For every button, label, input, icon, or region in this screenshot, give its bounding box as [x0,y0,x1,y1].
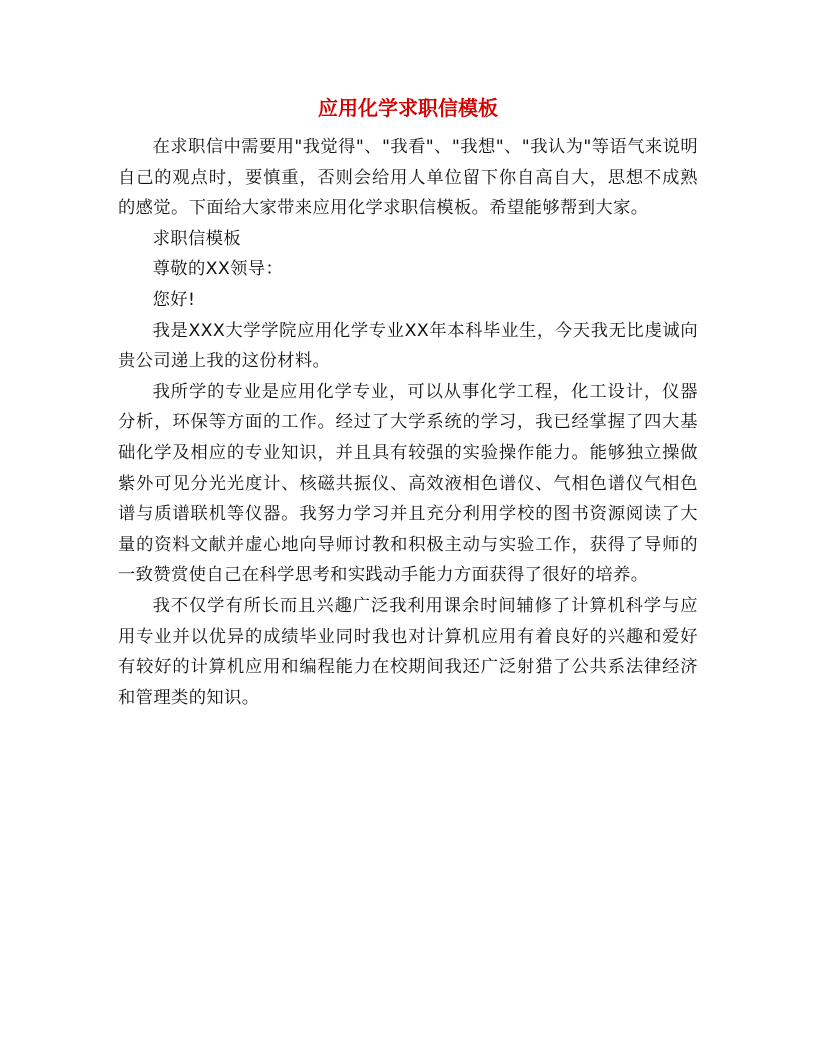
self-introduction-paragraph: 我是XXX大学学院应用化学专业XX年本科毕业生，今天我无比虔诚向贵公司递上我的这份材料。 [118,320,698,372]
salutation: 尊敬的XX领导： [152,259,284,280]
document-body [118,132,698,713]
major-skills-paragraph: 我所学的专业是应用化学专业，可以从事化学工程，化工设计，仪器分析，环保等方面的工作。经过了大学系统的学习，我已经掌握了四大基础化学及相应的专业知识，并且具有较强的实验操作能力。能够独立操做紫外可见分光光度计、核磁共振仪、高效液相色谱仪、气相色谱仪气相色谱与质谱联机等仪器。我努力学习并且充分利用学校的图书资源阅读了大量的资料文献并虚心地向导师讨教和积极主动与实验工作，获得了导师的一致赞赏使自己在科学思考和实践动手能力方面获得了很好的培养。 [118,381,698,586]
interests-paragraph: 我不仅学有所长而且兴趣广泛我利用课余时间辅修了计算机科学与应用专业并以优异的成绩毕业同时我也对计算机应用有着良好的兴趣和爱好有较好的计算机应用和编程能力在校期间我还广泛射猎了公共系法律经济和管理类的知识。 [118,595,698,708]
intro-paragraph: 在求职信中需要用"我觉得"、"我看"、"我想"、"我认为"等语气来说明自己的观点时，要慎重，否则会给用人单位留下你自高自大，思想不成熟的感觉。下面给大家带来应用化学求职信模板。希望能够帮到大家。 [118,137,698,219]
template-heading: 求职信模板 [152,228,242,249]
greeting: 您好! [152,289,196,310]
document-title: 应用化学求职信模板 [318,96,498,120]
